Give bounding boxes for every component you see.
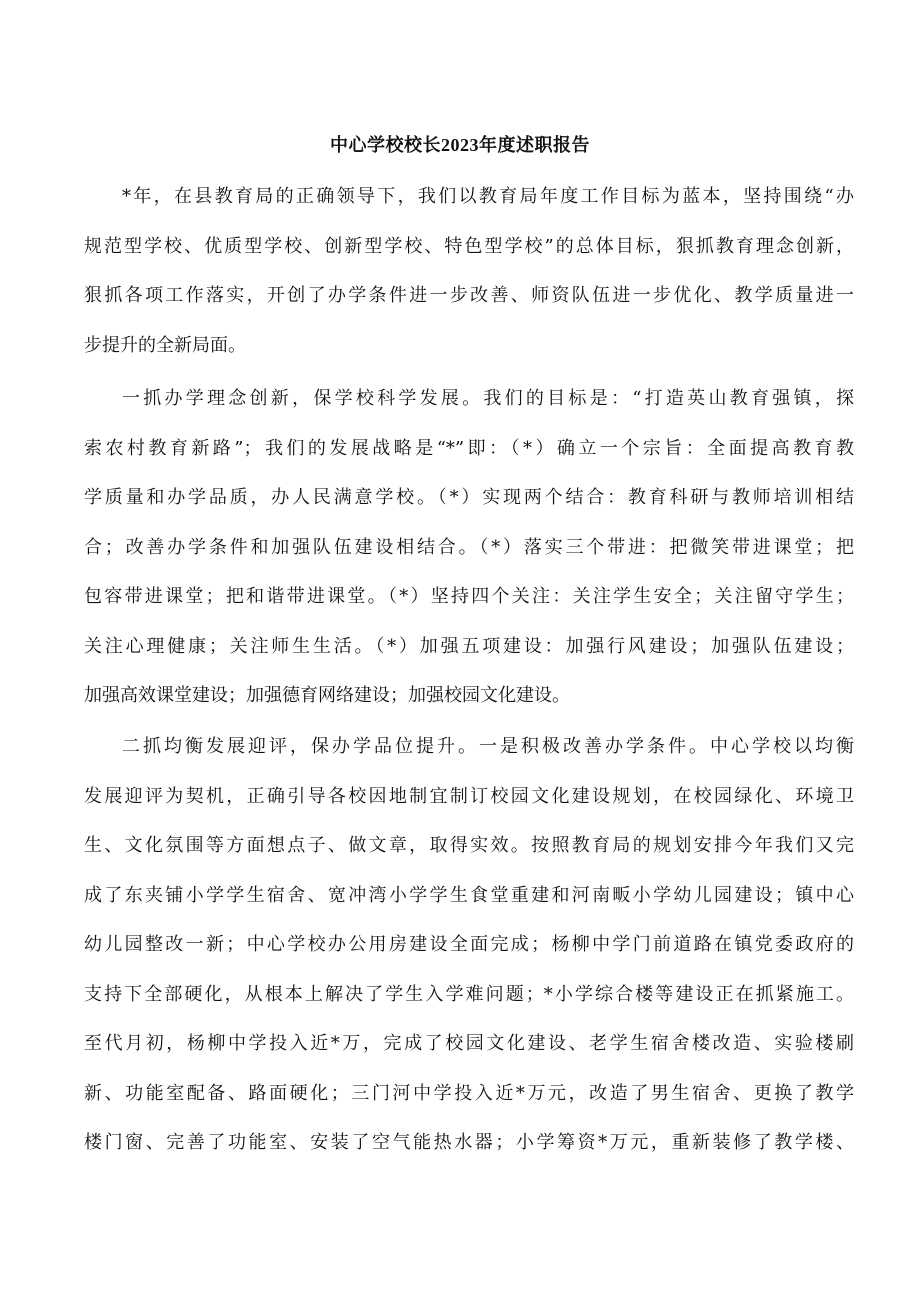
text-line: *年，在县教育局的正确领导下，我们以教育局年度工作目标为蓝本，坚持围绕“办 xyxy=(122,186,854,207)
text-line: 关注心理健康；关注师生生活。（*）加强五项建设：加强行风建设；加强队伍建设； xyxy=(84,635,854,657)
text-line: 包容带进课堂；把和谐带进课堂。（*）坚持四个关注：关注学生安全；关注留守学生； xyxy=(84,586,854,607)
text-line: 至代月初，杨柳中学投入近*万，完成了校园文化建设、老学生宿舍楼改造、实验楼刷 xyxy=(84,1033,854,1054)
text-line: 学质量和办学品质，办人民满意学校。（*）实现两个结合：教育科研与教师培训相结 xyxy=(84,487,854,508)
text-line: 支持下全部硬化，从根本上解决了学生入学难问题；*小学综合楼等建设正在抓紧施工。 xyxy=(84,983,854,1005)
title-suffix: 年度述职报告 xyxy=(479,135,590,156)
text-line: 加强高效课堂建设；加强德育网络建设；加强校园文化建设。 xyxy=(84,685,570,706)
text-line: 合；改善办学条件和加强队伍建设相结合。（*）落实三个带进：把微笑带进课堂；把 xyxy=(84,536,854,558)
paragraph-balanced-development xyxy=(84,722,854,1168)
text-line: 规范型学校、优质型学校、创新型学校、特色型学校”的总体目标，狠抓教育理念创新， xyxy=(84,235,854,257)
text-line: 一抓办学理念创新，保学校科学发展。我们的目标是：“打造英山教育强镇，探 xyxy=(122,388,854,409)
title-year: 2023 xyxy=(441,135,479,155)
text-line: 幼儿园整改一新；中心学校办公用房建设全面完成；杨柳中学门前道路在镇党委政府的 xyxy=(84,934,854,955)
text-line: 二抓均衡发展迎评，保办学品位提升。一是积极改善办学条件。中心学校以均衡 xyxy=(122,736,854,757)
paragraph-intro xyxy=(84,172,854,370)
document-title xyxy=(0,131,920,157)
text-line: 新、功能室配备、路面硬化；三门河中学投入近*万元，改造了男生宿舍、更换了教学 xyxy=(84,1082,854,1104)
text-line: 步提升的全新局面。 xyxy=(84,334,246,356)
text-line: 楼门窗、完善了功能室、安装了空气能热水器；小学筹资*万元，重新装修了教学楼、 xyxy=(84,1132,854,1153)
text-line: 生、文化氛围等方面想点子、做文章，取得实效。按照教育局的规划安排今年我们又完 xyxy=(84,835,854,856)
text-line: 狠抓各项工作落实，开创了办学条件进一步改善、师资队伍进一步优化、教学质量进一 xyxy=(84,285,854,306)
text-line: 索农村教育新路”；我们的发展战略是“*”即：（*）确立一个宗旨：全面提高教育教 xyxy=(84,437,854,459)
paragraph-school-philosophy xyxy=(84,374,854,721)
title-prefix: 中心学校校长 xyxy=(330,135,441,156)
text-line: 发展迎评为契机，正确引导各校因地制宜制订校园文化建设规划，在校园绿化、环境卫 xyxy=(84,785,854,807)
text-line: 成了东夹铺小学学生宿舍、宽冲湾小学学生食堂重建和河南畈小学幼儿园建设；镇中心 xyxy=(84,884,854,906)
